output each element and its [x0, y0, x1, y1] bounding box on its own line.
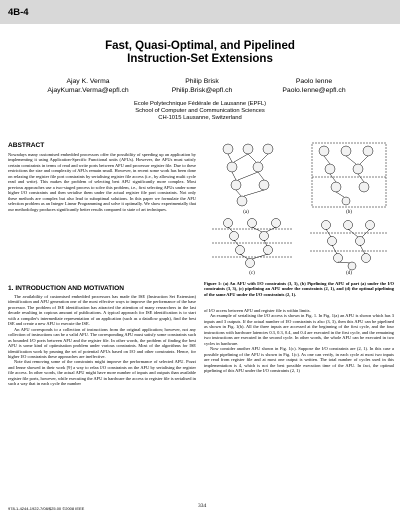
panel-d	[310, 221, 388, 271]
figure-1	[206, 141, 392, 277]
abstract-text	[8, 152, 196, 212]
right-paragraph-3: Now consider another AFU shown in Fig. 1(c). Suppose the I/O constraints are (2, 1). In this case a possible pipelining of the AFU is shown in Fig. 1(c). As one can verify, in each cycle at most two inputs are read from register file and at most one output is written. The total number of cycles used in this implementation is 4, which is not the best possible execution time of the AFU. In fact, the optimal pipelining of this AFU under the I/O constraints (2, 1)	[204, 346, 394, 373]
intro-paragraph-3: Note that removing some of the constraints might improve the performance of selected AFU. Pozzi and Ienne showed in their work [9] a way to relax I/O constraints on the AFU by serialising the register file access. In other words, the actual AFU might have more number of inputs and outputs than available register file ports, however, while executing the AFU in hardware the access to register file is serialised in such a way that in each cycle the number	[8, 359, 196, 387]
footer-copyright: 978-1-4244-1922-7/08/$25.00 ©2008 IEEE	[8, 506, 85, 511]
author-name: Philip Brisk	[185, 78, 219, 85]
right-paragraph-2: An example of serialising the I/O access is shown in Fig. 1. In Fig. 1(a) an AFU is shown which has 3 inputs and 3 outputs. If the actual number of I/O constraints is also (3, 3), then this AFU can be pipelined as shown in Fig. 1(b). All the three inputs are accessed at the beginning of the first cycle, and the four instructions with hardware latencies 0.3, 0.3, 0.4, and 0.4 are executed in the first cycle, and the remaining two instructions are executed in the second cycle. In other words, the whole AFU can be executed in two cycles in hardware.	[204, 313, 394, 346]
right-paragraph-1: of I/O access between AFU and register file is within limits.	[204, 308, 311, 313]
session-label: 4B-4	[8, 7, 29, 18]
affiliation	[0, 101, 400, 122]
author-email[interactable]: Paolo.Ienne@epfl.ch	[282, 87, 346, 94]
abstract-heading: ABSTRACT	[8, 142, 45, 149]
affiliation-line-1: Ecole Polytechnique Fédérale de Lausanne (EPFL)	[133, 101, 267, 107]
author-2	[152, 77, 252, 95]
panel-d-label: (d)	[346, 271, 352, 276]
panel-b-label: (b)	[346, 210, 352, 215]
intro-heading: 1. INTRODUCTION AND MOTIVATION	[8, 285, 124, 292]
author-name: Paolo Ienne	[295, 78, 333, 85]
author-1	[38, 77, 138, 95]
author-email[interactable]: AjayKumar.Verma@epfl.ch	[47, 87, 129, 94]
author-name: Ajay K. Verma	[66, 78, 110, 85]
intro-paragraph-2: An AFU corresponds to a collection of instructions from the original application; however, not any collection of instructions can be a valid AFU. The corresponding AFU must satisfy some constraints such as bounded I/O ports between AFU and the register file. In other words, the problem of finding the best AFU is some kind of optimisation problem under various constraints. Most of the algorithms for ISE identification work by pruning the set of potential AFUs based on I/O and other constraints. Hence, for higher I/O constraints these approaches are ineffective.	[8, 326, 196, 359]
header-bar	[0, 0, 400, 24]
page-number: 334	[198, 503, 207, 509]
affiliation-line-2: School of Computer and Communication Sciences	[135, 108, 265, 114]
panel-c	[212, 219, 292, 268]
author-email[interactable]: Philip.Brisk@epfl.ch	[171, 87, 233, 94]
panel-a	[223, 144, 273, 206]
panel-a-label: (a)	[243, 210, 249, 215]
panel-c-label: (c)	[249, 271, 255, 276]
affiliation-line-3: CH-1015 Lausanne, Switzerland	[158, 115, 242, 121]
right-column-text	[204, 308, 394, 373]
panel-b	[312, 143, 386, 207]
intro-paragraph-1: The availability of customised embedded processors has made the ISE (Instruction Set Extension) identification and AFU generation one of the most effective ways to improve the performance of the base processor. The problem of ISE identification has attracted the attention of many researchers in the last decade resulting in copious amount of publications. A typical approach for ISE identification is to start with a compiler's intermediate representation of an application (such as a dataflow graph), find the best ISE and create a new AFU to execute the ISE.	[8, 294, 196, 327]
figure-caption: Figure 1: (a) An AFU with I/O constraints (3, 3), (b) Pipelining the AFU of part (a) under the I/O constraints (3, 3), (c) pipelining an AFU under the constraints (2, 1), and (d) the optimal pipelining of the same AFU under the I/O constraints (2, 1).	[204, 281, 394, 297]
author-3	[264, 77, 364, 95]
paper-title	[0, 40, 400, 66]
intro-text	[8, 294, 196, 387]
title-line-1: Fast, Quasi-Optimal, and Pipelined	[105, 40, 295, 52]
title-line-2: Instruction-Set Extensions	[127, 53, 273, 65]
abstract-paragraph: Nowadays many customised embedded processors offer the possibility of speeding up an application by implementing it using Application-Specific Functional units (AFUs). However, the AFUs must satisfy certain constraints in terms of read and write ports between AFU and processor register file. Due to these restrictions the size and complexity of AFUs remain small. However, in recent some work has been done on relaxing the register file port constraints by serialising register file access (i.e., by allowing multi cycle read and write). This makes the problem of selecting best AFU significantly more complex. Most previous approaches use a two-staged process to solve this problem, i.e., first selecting AFUs under some higher I/O constraints and then serialise them under the actual register file port constraints. Not only these methods are complex but also lead to suboptimal solutions. In this paper we formulate the AFU selection problem as an Integer Linear Programming and solve it optimally. We show experimentally that our methodology produces significantly better results compared to state of art techniques.	[8, 152, 196, 212]
